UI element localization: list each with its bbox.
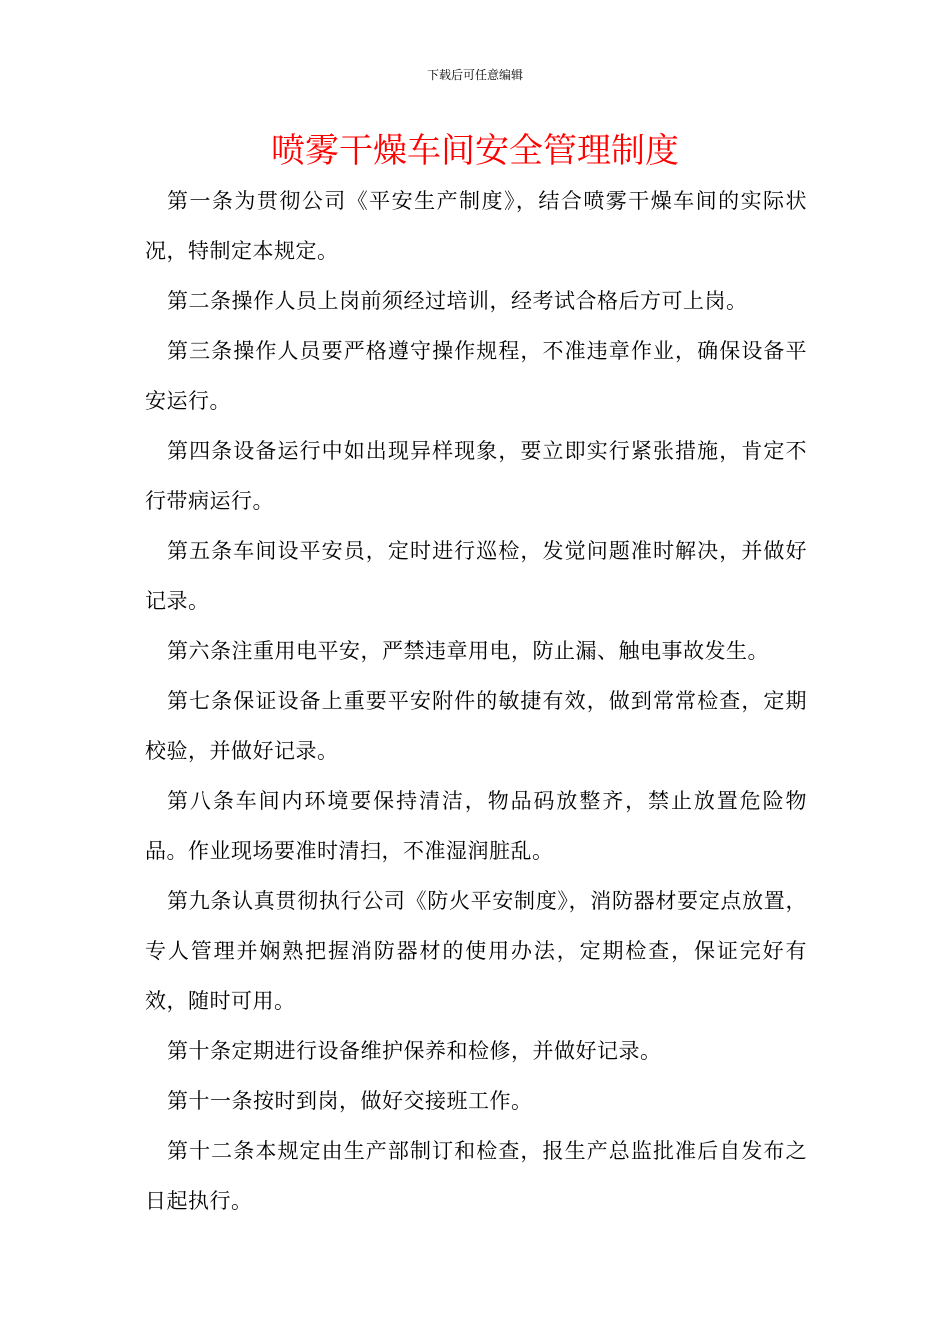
article-9: 第九条认真贯彻执行公司《防火平安制度》，消防器材要定点放置，专人管理并娴熟把握消防器材的使用办法，定期检查，保证完好有效，随时可用。: [145, 889, 807, 1013]
page-header-note: 下载后可任意编辑: [426, 68, 523, 82]
article-4: 第四条设备运行中如出现异样现象，要立即实行紧张措施，肯定不行带病运行。: [145, 439, 807, 513]
article-8: 第八条车间内环境要保持清洁，物品码放整齐，禁止放置危险物品。作业现场要准时清扫，不准湿润脏乱。: [145, 789, 807, 863]
document-title: 喷雾干燥车间安全管理制度: [271, 131, 679, 171]
articles-body: [145, 176, 807, 1226]
article-11: 第十一条按时到岗，做好交接班工作。: [167, 1089, 533, 1113]
article-6: 第六条注重用电平安，严禁违章用电，防止漏、触电事故发生。: [167, 639, 769, 663]
article-3: 第三条操作人员要严格遵守操作规程，不准违章作业，确保设备平安运行。: [145, 339, 807, 413]
article-7: 第七条保证设备上重要平安附件的敏捷有效，做到常常检查，定期校验，并做好记录。: [145, 689, 807, 763]
article-1: 第一条为贯彻公司《平安生产制度》，结合喷雾干燥车间的实际状况，特制定本规定。: [145, 189, 807, 263]
article-5: 第五条车间设平安员，定时进行巡检，发觉问题准时解决，并做好记录。: [145, 539, 807, 613]
article-2: 第二条操作人员上岗前须经过培训，经考试合格后方可上岗。: [167, 289, 748, 313]
article-12: 第十二条本规定由生产部制订和检查，报生产总监批准后自发布之日起执行。: [145, 1139, 807, 1213]
article-10: 第十条定期进行设备维护保养和检修，并做好记录。: [167, 1039, 662, 1063]
